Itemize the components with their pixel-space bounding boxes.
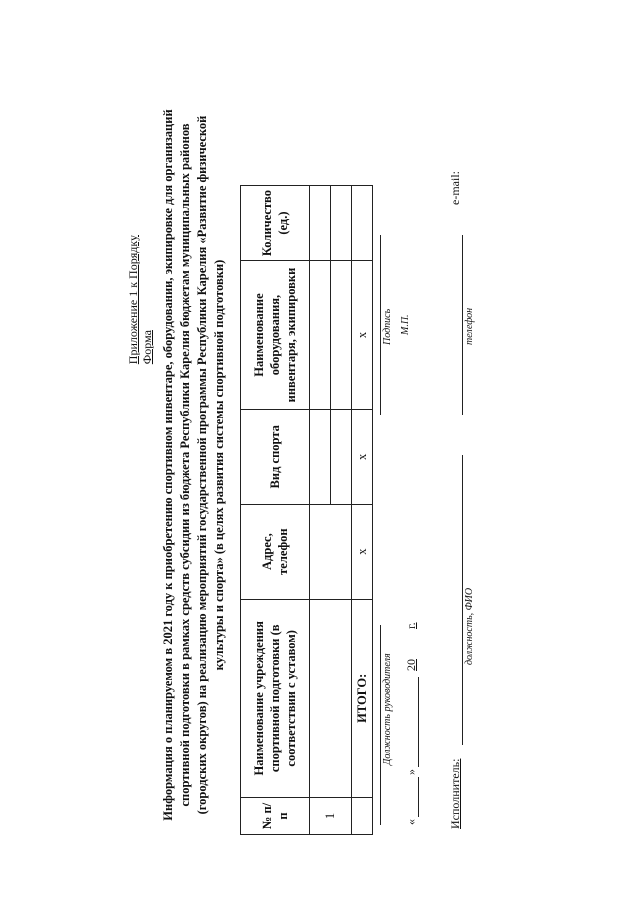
col-sport: Вид спорта — [241, 409, 310, 504]
attachment-label: Приложение 1 к Порядку — [126, 235, 140, 365]
table-row — [310, 186, 331, 835]
cell-address — [310, 504, 352, 599]
document-title: Информация о планируемом в 2021 году к приобретению спортивном инвентаре, оборудовании, экипировке для организаций спортивной подготовки в рамках средств субсидии из бюджета Республики Карелия бюджетам муниципальных районов (городских округов) на реализацию мероприятий государственной программы Республики Карелия «Развитие физической культуры и спорта» (в целях развития системы спортивной подготовки) — [161, 109, 226, 821]
form-label: Форма — [140, 330, 154, 365]
cell-sport — [331, 409, 352, 504]
executor-line — [462, 455, 463, 745]
cell-institution — [310, 599, 352, 798]
attachment-block — [126, 235, 154, 364]
executor-position-label: должность, ФИО — [464, 587, 475, 665]
cell-quantity — [310, 186, 331, 261]
table-header-row — [241, 186, 310, 835]
executor-label: Исполнитель: — [448, 758, 462, 829]
col-institution: Наименование учреждения спортивной подготовки (в соответствии с уставом) — [241, 599, 310, 798]
col-number: № п/п — [241, 798, 310, 835]
total-x-equipment: х — [352, 261, 373, 410]
cell-number: 1 — [310, 798, 352, 835]
col-equipment: Наименование оборудования, инвентаря, экипировки — [241, 261, 310, 410]
date-month-line — [418, 677, 419, 767]
signature-line — [380, 235, 381, 415]
cell-sport — [310, 409, 331, 504]
date-open: « — [404, 819, 418, 825]
document-sheet — [120, 95, 490, 835]
total-label: ИТОГО: — [352, 599, 373, 798]
date-day-line — [418, 777, 419, 817]
total-x-address: х — [352, 504, 373, 599]
date-year: 20 — [404, 659, 418, 671]
total-x-sport: х — [352, 409, 373, 504]
col-address: Адрес, телефон — [241, 504, 310, 599]
cell-quantity — [331, 186, 352, 261]
date-close: » — [404, 769, 418, 775]
cell-equipment — [331, 261, 352, 410]
email-label: e-mail: — [448, 171, 462, 205]
signature-label: Подпись — [382, 308, 393, 345]
col-quantity: Количество (ед.) — [241, 186, 310, 261]
cell-equipment — [310, 261, 331, 410]
head-position-line — [380, 625, 381, 825]
date-year-suffix: г. — [404, 622, 418, 629]
phone-line — [462, 235, 463, 415]
phone-label: телефон — [464, 307, 475, 345]
signature-area — [360, 95, 480, 835]
head-position-label: Должность руководителя — [382, 653, 393, 765]
stamp-label: М.П. — [400, 314, 411, 335]
equipment-table — [240, 185, 373, 835]
